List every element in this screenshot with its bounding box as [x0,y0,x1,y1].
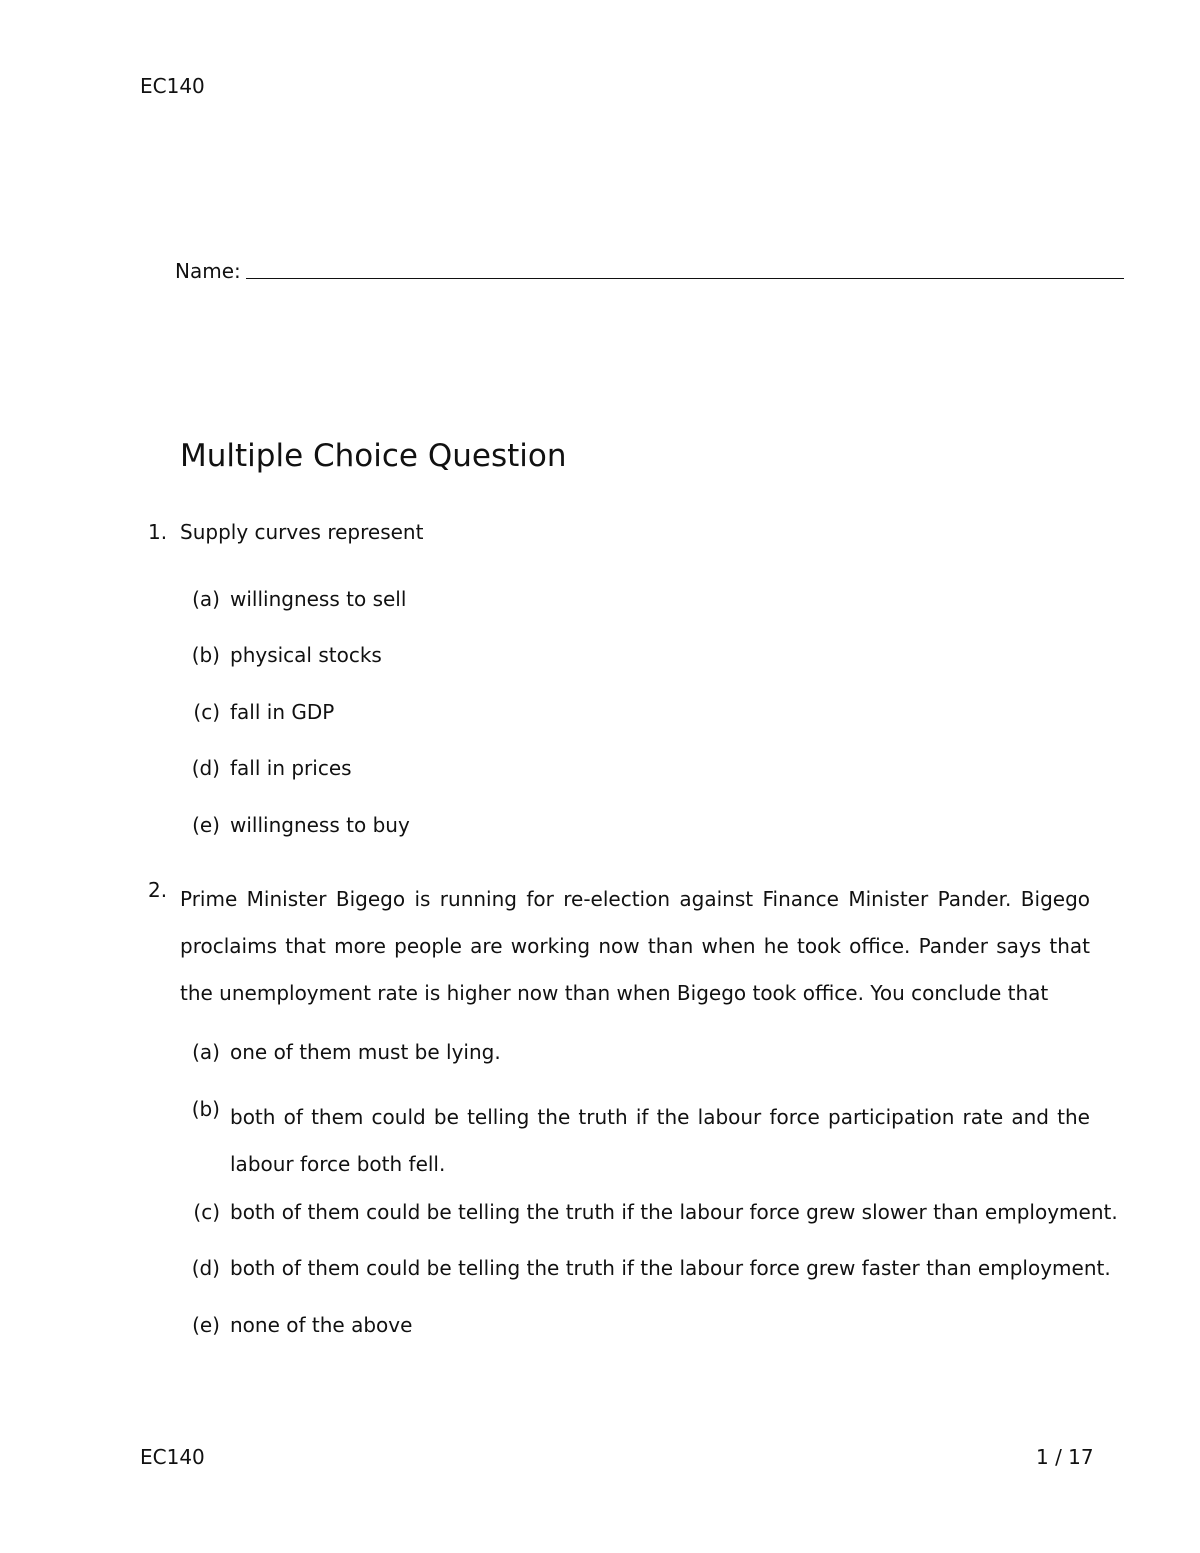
question-2-text: Prime Minister Bigego is running for re-election against Finance Minister Pander. Bigego proclaims that more people are working now than when he took office. Pander says that the unemployment rate is higher now than when Bigego took office. You conclude that [180,887,1090,1005]
q1-option-a-text: willingness to sell [230,587,407,611]
q2-option-d-label: (d) [191,1256,220,1280]
q2-option-c-text: both of them could be telling the truth if the labour force grew slower than employment. [230,1200,1118,1224]
page-header-course: EC140 [140,74,205,98]
name-field-line[interactable] [246,278,1124,279]
q2-option-e-label: (e) [192,1313,220,1337]
question-1-number: 1. [148,520,168,544]
q2-option-e-text: none of the above [230,1313,413,1337]
q2-option-b-label: (b) [191,1097,220,1121]
q1-option-c-text: fall in GDP [230,700,335,724]
name-field-label: Name: [175,259,241,283]
q2-option-a-text: one of them must be lying. [230,1040,501,1064]
question-1-text: Supply curves represent [180,520,424,544]
q1-option-d-label: (d) [191,756,220,780]
q2-option-b-text: both of them could be telling the truth if the labour force participation rate and the labour force both fell. [230,1105,1090,1176]
q1-option-e-label: (e) [192,813,220,837]
section-title: Multiple Choice Question [180,438,567,474]
q1-option-e-text: willingness to buy [230,813,410,837]
footer-course: EC140 [140,1445,205,1469]
q1-option-d-text: fall in prices [230,756,352,780]
page-number: 1 / 17 [1036,1445,1094,1469]
q1-option-b-text: physical stocks [230,643,382,667]
question-2-number: 2. [148,878,168,902]
q2-option-c-label: (c) [193,1200,220,1224]
q1-option-c-label: (c) [193,700,220,724]
q2-option-a-label: (a) [192,1040,220,1064]
q1-option-a-label: (a) [192,587,220,611]
q2-option-d-text: both of them could be telling the truth if the labour force grew faster than employment. [230,1256,1111,1280]
q1-option-b-label: (b) [191,643,220,667]
